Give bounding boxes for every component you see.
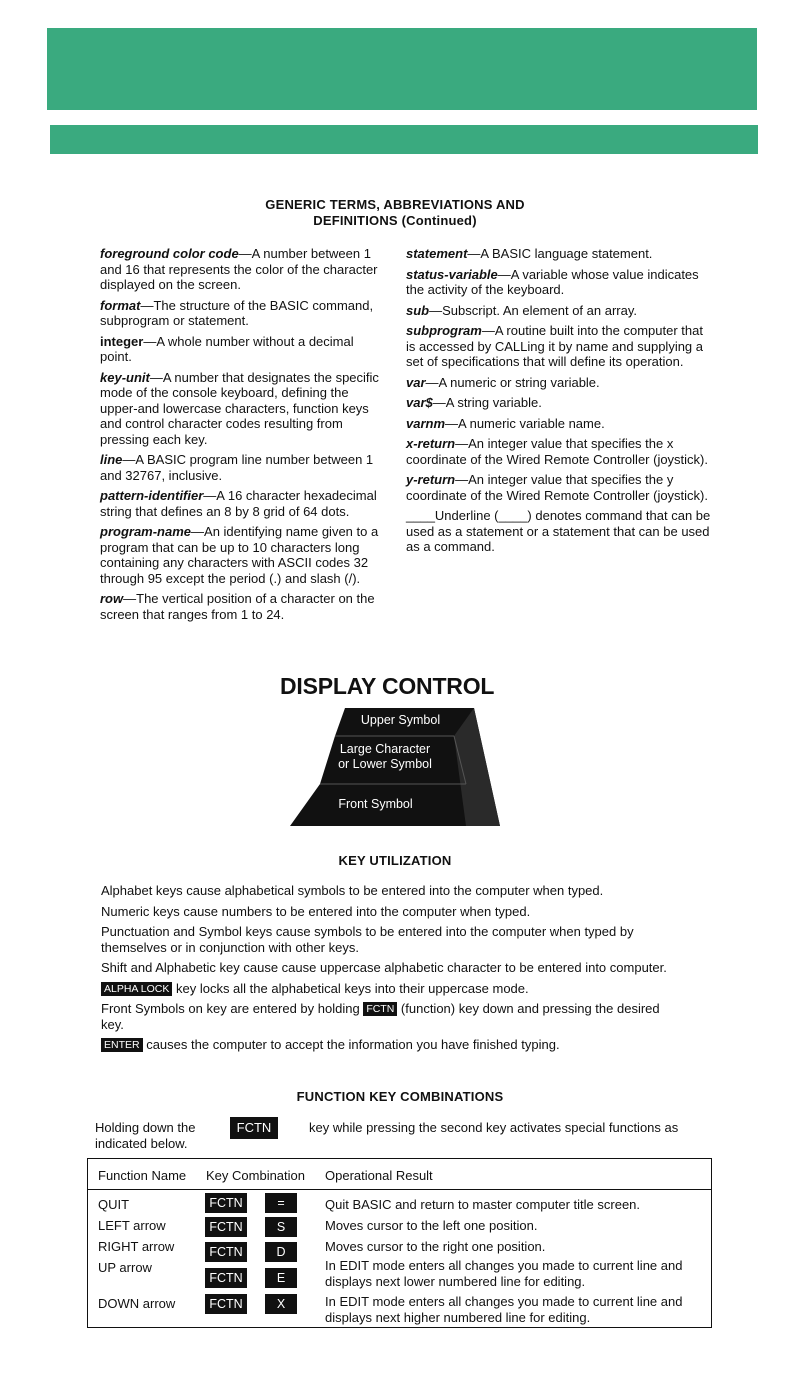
row-function-name: RIGHT arrow (98, 1239, 175, 1254)
row-function-name: QUIT (98, 1197, 130, 1212)
definition (406, 416, 711, 432)
definition (100, 298, 383, 329)
definition-text: —A variable whose value indicates the activity of the keyboard. (406, 266, 699, 297)
table-header-divider (88, 1189, 711, 1190)
definition (406, 323, 711, 370)
generic-terms-heading (150, 197, 640, 229)
definition (100, 488, 383, 519)
function-key-combinations-heading: FUNCTION KEY COMBINATIONS (296, 1089, 504, 1104)
key-utilization-body (101, 883, 681, 1058)
definition-text: —A number between 1 and 16 that represents the color of the character displayed on the screen. (100, 246, 378, 292)
definition-term: foreground color code (100, 246, 239, 261)
keycap-front-symbol-label: Front Symbol (338, 797, 413, 811)
definition (406, 395, 711, 411)
definition-term: program-name (100, 524, 192, 539)
row-function-name: LEFT arrow (98, 1218, 166, 1233)
key-util-text: Front Symbols on key are entered by holding (101, 1001, 364, 1016)
underline-note: ____Underline (____) denotes command that can be used as a statement or a statement that can be used as a command. (406, 508, 711, 554)
definition-text: —A numeric or string variable. (425, 374, 600, 390)
key-util-paragraph (101, 1037, 681, 1053)
definition (100, 370, 383, 448)
definition-term: statement (406, 246, 468, 261)
generic-heading-line2: DEFINITIONS (Continued) (313, 213, 477, 228)
key-util-text: causes the computer to accept the information you have finished typing. (142, 1037, 560, 1052)
key-util-paragraph: Punctuation and Symbol keys cause symbols to be entered into the computer when typed by themselves or in conjunction with other keys. (101, 924, 634, 955)
definition (406, 375, 711, 391)
definition-term: var (406, 374, 426, 390)
fctn-key: FCTN (205, 1193, 247, 1213)
definition (100, 246, 383, 293)
definitions-left-column (100, 246, 383, 627)
column-header-function-name: Function Name (98, 1168, 187, 1183)
definition-text: —An identifying name given to a program that can be up to 10 characters long containing any characters with ASCII codes 32 through 95 except the period (.) and slash (/). (100, 524, 379, 586)
key-utilization-heading: KEY UTILIZATION (338, 853, 452, 868)
definition (406, 472, 711, 503)
subheader-band (50, 125, 758, 154)
definition (406, 303, 711, 319)
definition-term: y-return (406, 472, 456, 487)
definition (406, 267, 711, 298)
definition-text: —An integer value that specifies the y coordinate of the Wired Remote Controller (joystick). (406, 472, 709, 503)
column-header-operational-result: Operational Result (325, 1168, 433, 1183)
row-result: Moves cursor to the left one position. (325, 1218, 538, 1233)
fctn-key: FCTN (205, 1242, 247, 1262)
equals-key: = (265, 1193, 297, 1213)
definition-term: sub (406, 302, 430, 318)
definition-text: —The structure of the BASIC command, subprogram or statement. (100, 297, 374, 328)
definition-text: —A 16 character hexadecimal string that defines an 8 by 8 grid of 64 dots. (100, 488, 377, 519)
enter-key: ENTER (101, 1038, 143, 1052)
definition-term: row (100, 591, 124, 606)
row-function-name: DOWN arrow (98, 1296, 176, 1311)
definition-term: integer (100, 333, 144, 349)
definition-text: —A BASIC program line number between 1 and 32767, inclusive. (100, 452, 374, 483)
key-util-paragraph (101, 981, 681, 997)
generic-heading-line1: GENERIC TERMS, ABBREVIATIONS AND (265, 197, 525, 212)
definition (406, 246, 711, 262)
definition-term: pattern-identifier (100, 488, 204, 503)
key-util-paragraph: Shift and Alphabetic key cause cause uppercase alphabetic character to be entered into computer. (101, 960, 667, 975)
row-result: Moves cursor to the right one position. (325, 1239, 546, 1254)
definition-text: —A whole number without a decimal point. (100, 333, 354, 364)
fctn-key: FCTN (205, 1268, 247, 1288)
definition-term: line (100, 452, 123, 467)
holding-fctn-key: FCTN (230, 1117, 278, 1139)
keycap-large-character-label (320, 742, 450, 772)
column-header-key-combination: Key Combination (206, 1168, 305, 1183)
display-control-title: DISPLAY CONTROL (280, 673, 495, 699)
definition-text: —Subscript. An element of an array. (429, 302, 637, 318)
definition (100, 591, 383, 622)
definition-term: subprogram (406, 323, 482, 338)
definition-term: status-variable (406, 266, 498, 282)
key-util-paragraph: Numeric keys cause numbers to be entered into the computer when typed. (101, 903, 531, 919)
e-key: E (265, 1268, 297, 1288)
definition (406, 436, 711, 467)
definition-text: —A BASIC language statement. (467, 246, 653, 261)
row-result: In EDIT mode enters all changes you made to current line and displays next higher numbered line for editing. (325, 1294, 683, 1325)
definition-term: key-unit (100, 369, 150, 385)
definition-text: —An integer value that specifies the x coordinate of the Wired Remote Controller (joystick). (406, 436, 709, 467)
definitions-right-column (406, 246, 711, 560)
key-util-paragraph: Alphabet keys cause alphabetical symbols to be entered into the computer when typed. (101, 883, 604, 898)
definition-term: format (100, 297, 141, 313)
fctn-key: FCTN (205, 1217, 247, 1237)
keycap-lower-symbol-line: or Lower Symbol (338, 757, 432, 771)
header-band (47, 28, 757, 110)
definition-term: var$ (406, 395, 433, 410)
row-result: Quit BASIC and return to master computer title screen. (325, 1197, 641, 1212)
definition (100, 524, 383, 586)
keycap-large-char-line: Large Character (339, 742, 431, 756)
key-util-text: (function) key down and pressing the desired key. (101, 1001, 660, 1032)
s-key: S (265, 1217, 297, 1237)
d-key: D (265, 1242, 297, 1262)
keycap-upper-symbol-label: Upper Symbol (360, 713, 441, 727)
row-function-name: UP arrow (98, 1260, 152, 1275)
fctn-key: FCTN (205, 1294, 247, 1314)
holding-text-left: Holding down the indicated below. (95, 1120, 196, 1151)
row-result: In EDIT mode enters all changes you made to current line and displays next lower numbered line for editing. (325, 1258, 683, 1289)
definition (100, 452, 383, 483)
definition-text: —A routine built into the computer that is accessed by CALLing it by name and supplying a set of specifications that will define its operation. (406, 323, 704, 369)
definition-text: —A string variable. (432, 395, 542, 410)
function-key-table (87, 1158, 712, 1328)
definition-term: x-return (406, 436, 456, 451)
definition-text: —The vertical position of a character on the screen that ranges from 1 to 24. (100, 591, 375, 622)
key-util-paragraph (101, 1001, 681, 1032)
fctn-key: FCTN (363, 1002, 397, 1016)
definition-text: —A number that designates the specific mode of the console keyboard, defining the upper-and lowercase characters, function keys and control character codes resulting from pressing each key. (100, 369, 379, 447)
definition-term: varnm (406, 415, 446, 431)
definition (100, 334, 383, 365)
x-key: X (265, 1294, 297, 1314)
alpha-lock-key: ALPHA LOCK (101, 982, 172, 996)
definition-text: —A numeric variable name. (445, 415, 605, 431)
holding-text-right: key while pressing the second key activates special functions as (309, 1120, 679, 1135)
key-util-text: key locks all the alphabetical keys into their uppercase mode. (172, 980, 529, 996)
